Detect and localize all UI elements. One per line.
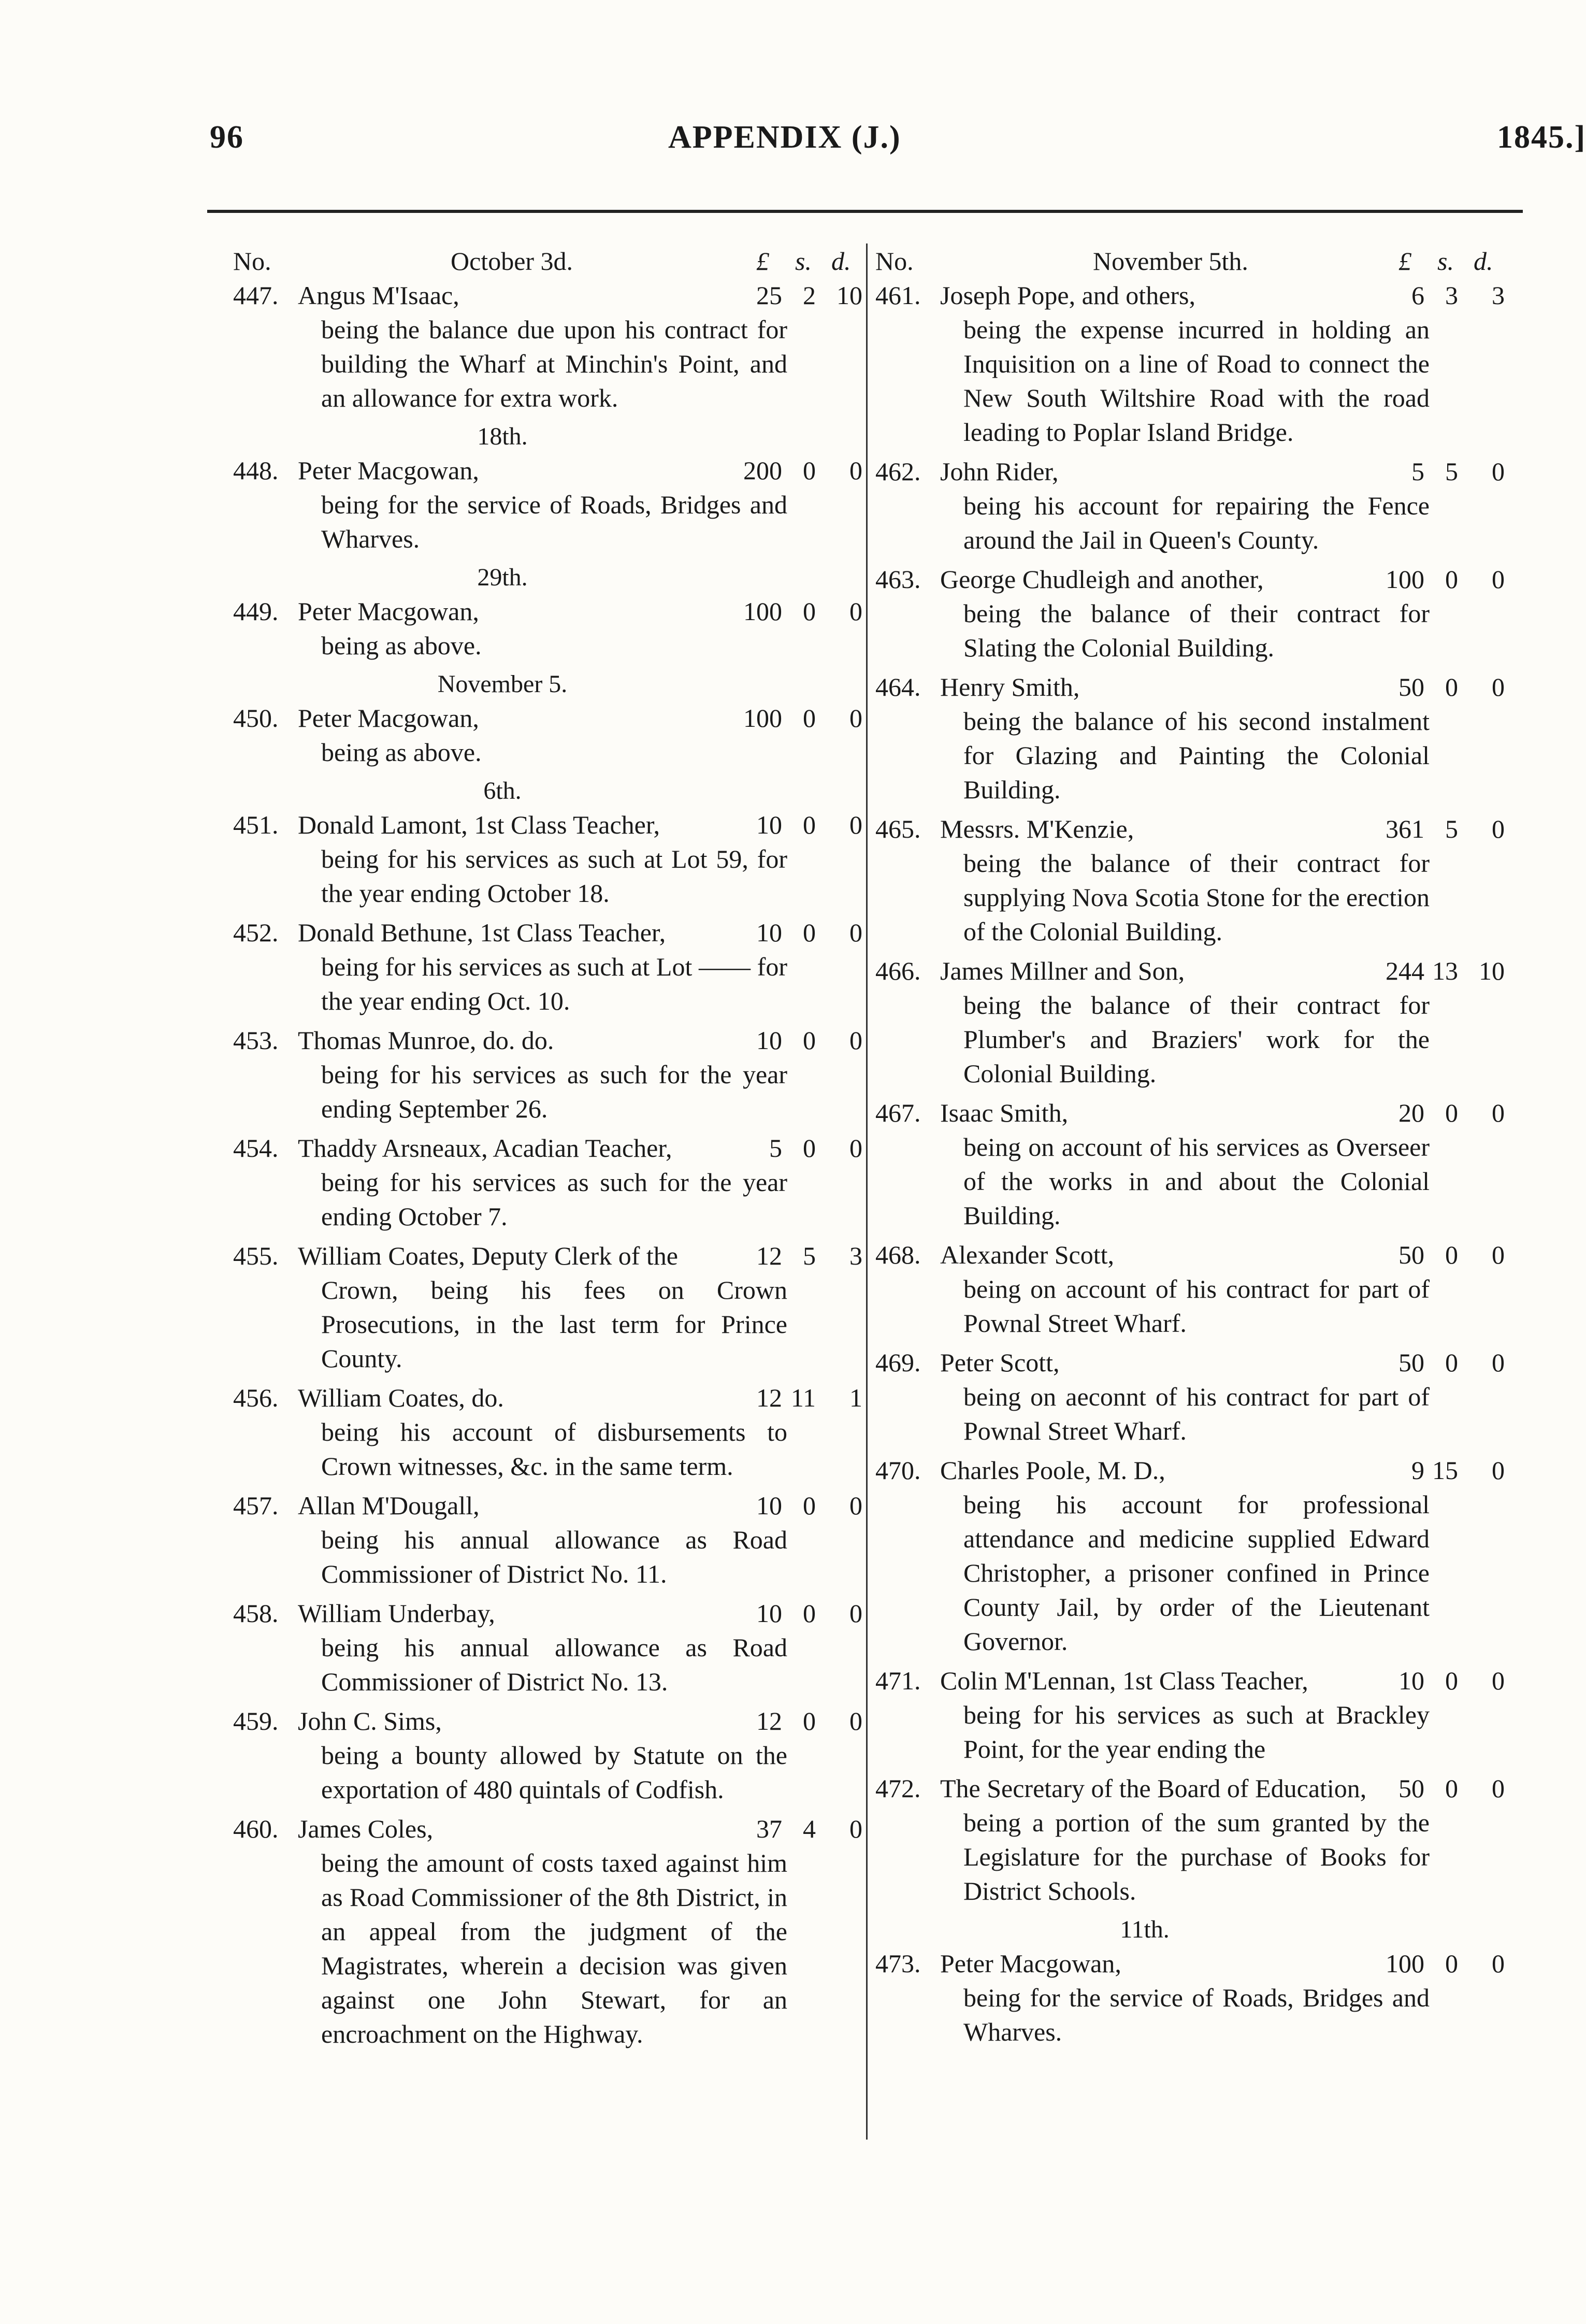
amount-pounds: 100 [1386,565,1424,594]
entry-number: 459. [233,1706,279,1735]
amount-shillings: 0 [1445,672,1458,701]
amount-pounds: 10 [756,1599,782,1628]
date-heading: 18th. [477,423,528,450]
amount-pounds: 12 [756,1383,782,1412]
entry-header [875,278,1518,312]
payee-name: Henry Smith, [940,672,1080,701]
header-no: No. [875,247,914,276]
header-date: October 3d. [451,247,573,276]
amount-pounds: 25 [756,281,782,310]
entry-number: 457. [233,1491,279,1520]
entry-number: 452. [233,918,279,947]
entry [875,670,1518,807]
date-heading: 29th. [477,564,528,591]
amount-pence: 0 [1492,457,1505,486]
payee-name: Messrs. M'Kenzie, [940,814,1134,843]
entry-header [875,1096,1518,1130]
entry-header [875,1345,1518,1380]
entry [875,278,1518,449]
amount-pence: 0 [1492,672,1505,701]
page-title: APPENDIX (J.) [668,120,901,155]
amount-shillings: 0 [1445,1666,1458,1695]
entry [875,454,1518,557]
amount-pence: 0 [1492,1098,1505,1127]
amount-pence: 0 [849,1134,862,1163]
amount-pounds: 100 [743,704,782,733]
payee-name: Donald Bethune, 1st Class Teacher, [298,918,666,947]
date-heading: 11th. [1120,1916,1170,1943]
entry-header [875,1771,1518,1805]
amount-pence: 0 [1492,1774,1505,1803]
entry-header [233,1488,875,1523]
entry-description: being a portion of the sum granted by the Legislature for the purchase of Books for District Schools. [963,1808,1430,1905]
entry-description: being his account for repairing the Fence around the Jail in Queen's County. [963,491,1430,554]
entry-number: 472. [875,1774,921,1803]
header-date: November 5th. [1093,247,1248,276]
date-heading: November 5. [437,670,568,698]
entry-number: 461. [875,281,921,310]
amount-pence: 0 [1492,1240,1505,1269]
payee-name: Colin M'Lennan, 1st Class Teacher, [940,1666,1308,1695]
amount-shillings: 0 [803,810,816,839]
entry [233,915,875,1018]
amount-pounds: 244 [1386,956,1424,985]
entry [233,1381,875,1483]
amount-pounds: 10 [1398,1666,1424,1695]
right-column [875,246,1518,2054]
date-heading: 6th. [483,777,522,805]
amount-pounds: 50 [1398,1774,1424,1803]
entry-description: being as above. [321,738,482,767]
header-pence: d. [831,247,851,276]
payee-name: Peter Macgowan, [940,1949,1121,1978]
entry [875,1345,1518,1448]
amount-shillings: 3 [1445,281,1458,310]
payee-name: Alexander Scott, [940,1240,1115,1269]
entry-description: being on account of his services as Overseer of the works in and about the Colonial Building. [963,1132,1430,1230]
payee-name: Peter Macgowan, [298,704,479,733]
amount-shillings: 15 [1432,1456,1458,1485]
entry-number: 455. [233,1241,279,1270]
entry [233,808,875,910]
amount-pence: 0 [849,1599,862,1628]
entry-description: being his annual allowance as Road Commissioner of District No. 11. [321,1525,787,1588]
entry [875,1771,1518,1908]
amount-pounds: 361 [1386,814,1424,843]
payee-name: William Coates, do. [298,1383,504,1412]
entry-header [233,701,875,735]
entry-number: 468. [875,1240,921,1269]
entry-description: being for his services as such at Lot —— for the year ending Oct. 10. [321,952,787,1015]
payee-name: Joseph Pope, and others, [940,281,1195,310]
amount-shillings: 4 [803,1814,816,1843]
entry-description: being the balance of his second instalment for Glazing and Painting the Colonial Building. [963,707,1430,804]
entry-header [875,1663,1518,1698]
entry [233,453,875,556]
amount-shillings: 0 [803,597,816,626]
amount-pounds: 100 [743,597,782,626]
entry-header [233,278,875,312]
amount-pounds: 100 [1386,1949,1424,1978]
entry-header [875,954,1518,988]
left-column [233,246,875,2056]
amount-pounds: 20 [1398,1098,1424,1127]
entry-header [875,1453,1518,1487]
entry-header [875,812,1518,846]
entry-header [233,594,875,628]
amount-pence: 0 [849,456,862,485]
payee-name: Isaac Smith, [940,1098,1069,1127]
amount-shillings: 0 [1445,565,1458,594]
header-rule [207,210,1523,213]
amount-pounds: 200 [743,456,782,485]
entry-number: 450. [233,704,279,733]
entry-header [875,454,1518,489]
amount-shillings: 0 [803,456,816,485]
payee-name: James Millner and Son, [940,956,1185,985]
payee-name: Allan M'Dougall, [298,1491,480,1520]
header-pence: d. [1474,247,1493,276]
entry-description: being the balance of their contract for supplying Nova Scotia Stone for the erection of the Colonial Building. [963,849,1430,946]
entry-header [233,1704,875,1738]
amount-pence: 10 [1479,956,1505,985]
amount-shillings: 5 [1445,814,1458,843]
payee-name: Thomas Munroe, do. do. [298,1026,554,1055]
column-header [875,246,1518,278]
entry-description: being as above. [321,631,482,660]
payee-name: Donald Lamont, 1st Class Teacher, [298,810,660,839]
payee-name: George Chudleigh and another, [940,565,1264,594]
amount-pence: 0 [849,1814,862,1843]
entry-header [233,1023,875,1057]
amount-pounds: 10 [756,918,782,947]
entry-description: being his account for professional attendance and medicine supplied Edward Christopher, a prisoner confined in Prince County Jail, by order of the Lieutenant Governor. [963,1490,1430,1656]
amount-pounds: 6 [1411,281,1424,310]
entry-header [233,1239,875,1273]
entry [875,954,1518,1091]
entry-number: 471. [875,1666,921,1695]
amount-pence: 0 [849,810,862,839]
entry-header [233,453,875,487]
entry-number: 458. [233,1599,279,1628]
amount-shillings: 0 [1445,1348,1458,1377]
entry-description: being the balance due upon his contract for building the Wharf at Minchin's Point, and an allowance for extra work. [321,315,787,412]
entry-header [875,670,1518,704]
amount-pence: 0 [849,918,862,947]
amount-shillings: 0 [803,1134,816,1163]
entry-number: 448. [233,456,279,485]
entry-header [875,1946,1518,1981]
payee-name: William Underbay, [298,1599,495,1628]
amount-pence: 0 [1492,1666,1505,1695]
amount-pounds: 9 [1411,1456,1424,1485]
payee-name: Charles Poole, M. D., [940,1456,1165,1485]
entry [233,1596,875,1699]
payee-name: John Rider, [940,457,1059,486]
amount-shillings: 11 [790,1383,816,1412]
amount-pence: 0 [849,1491,862,1520]
entry-description: being on account of his contract for part of Pownal Street Wharf. [963,1274,1430,1338]
amount-pence: 0 [849,1026,862,1055]
entry [233,278,875,415]
entry-description: being for his services as such at Lot 59, for the year ending October 18. [321,844,787,908]
entry [233,594,875,663]
header-shillings: s. [795,247,812,276]
entry-number: 462. [875,457,921,486]
amount-shillings: 0 [1445,1098,1458,1127]
entry [875,562,1518,665]
amount-pounds: 50 [1398,1240,1424,1269]
amount-pence: 0 [1492,814,1505,843]
header-pounds: £ [1398,247,1411,276]
entry-description: being the balance of their contract for Slating the Colonial Building. [963,599,1430,662]
entry-description: being for the service of Roads, Bridges and Wharves. [321,490,787,553]
payee-name: Thaddy Arsneaux, Acadian Teacher, [298,1134,672,1163]
payee-name: Peter Macgowan, [298,456,479,485]
entry-number: 460. [233,1814,279,1843]
entry-number: 469. [875,1348,921,1377]
entry-description: being for his services as such for the year ending October 7. [321,1168,787,1231]
entry-description: being the expense incurred in holding an Inquisition on a line of Road to connect the New South Wiltshire Road with the road leading to Poplar Island Bridge. [963,315,1430,447]
entry-description: being for his services as such at Brackley Point, for the year ending the [963,1700,1430,1763]
amount-shillings: 5 [1445,457,1458,486]
amount-shillings: 0 [803,704,816,733]
entry-header [233,1381,875,1415]
entry-header [233,1596,875,1630]
amount-pounds: 50 [1398,1348,1424,1377]
entry [233,1239,875,1375]
entry-description: being a bounty allowed by Statute on the exportation of 480 quintals of Codfish. [321,1741,787,1804]
entry-number: 447. [233,281,279,310]
entry-description: being on aeconnt of his contract for part of Pownal Street Wharf. [963,1382,1430,1445]
entry [875,1096,1518,1232]
amount-shillings: 0 [803,1026,816,1055]
amount-shillings: 5 [803,1241,816,1270]
entry [233,701,875,769]
amount-shillings: 0 [803,918,816,947]
entry-description: being for his services as such for the year ending September 26. [321,1060,787,1123]
amount-pounds: 12 [756,1241,782,1270]
amount-pounds: 10 [756,1026,782,1055]
entry-header [875,562,1518,596]
entry-number: 451. [233,810,279,839]
amount-pounds: 12 [756,1706,782,1735]
entry-number: 453. [233,1026,279,1055]
entry-number: 463. [875,565,921,594]
amount-shillings: 0 [803,1706,816,1735]
payee-name: James Coles, [298,1814,434,1843]
page-header [0,119,1586,166]
amount-pounds: 50 [1398,672,1424,701]
entry-number: 470. [875,1456,921,1485]
entry-number: 466. [875,956,921,985]
entry [233,1812,875,2051]
entry-description: Crown, being his fees on Crown Prosecutions, in the last term for Prince County. [321,1275,787,1373]
amount-pence: 0 [849,704,862,733]
payee-name: John C. Sims, [298,1706,442,1735]
entry [875,1453,1518,1658]
entry [233,1131,875,1233]
amount-pence: 1 [849,1383,862,1412]
page-number: 96 [210,120,244,155]
entry-number: 465. [875,814,921,843]
header-shillings: s. [1437,247,1454,276]
amount-pence: 10 [837,281,862,310]
entry-number: 464. [875,672,921,701]
amount-shillings: 0 [803,1599,816,1628]
entry-number: 454. [233,1134,279,1163]
amount-shillings: 0 [1445,1774,1458,1803]
entry [875,812,1518,949]
entry-description: being his account of disbursements to Crown witnesses, &c. in the same term. [321,1417,787,1481]
entry-number: 473. [875,1949,921,1978]
amount-pence: 0 [849,597,862,626]
entry-header [233,808,875,842]
payee-name: The Secretary of the Board of Education, [940,1774,1367,1803]
entry-description: being the amount of costs taxed against him as Road Commissioner of the 8th District, in an appeal from the judgment of the Magistrates, wherein a decision was given against one John Stewart, for an encroachment on the Highway. [321,1848,787,2048]
entry-header [875,1238,1518,1272]
amount-pounds: 10 [756,810,782,839]
amount-pounds: 5 [1411,457,1424,486]
payee-name: Peter Scott, [940,1348,1060,1377]
amount-pence: 0 [1492,565,1505,594]
amount-pence: 0 [1492,1456,1505,1485]
payee-name: William Coates, Deputy Clerk of the [298,1241,678,1270]
entry [233,1023,875,1126]
entry-number: 467. [875,1098,921,1127]
payee-name: Angus M'Isaac, [298,281,459,310]
entry-header [233,915,875,950]
entry-header [233,1812,875,1846]
entry-description: being the balance of their contract for Plumber's and Braziers' work for the Colonial Building. [963,991,1430,1088]
amount-pounds: 5 [769,1134,782,1163]
amount-pounds: 37 [756,1814,782,1843]
entry [233,1704,875,1806]
entry [875,1946,1518,2049]
entry-number: 449. [233,597,279,626]
amount-shillings: 0 [803,1491,816,1520]
entry-description: being for the service of Roads, Bridges and Wharves. [963,1983,1430,2046]
column-header [233,246,875,278]
amount-pounds: 10 [756,1491,782,1520]
entry [875,1238,1518,1340]
amount-shillings: 0 [1445,1949,1458,1978]
header-pounds: £ [756,247,769,276]
amount-pence: 0 [849,1706,862,1735]
amount-shillings: 13 [1432,956,1458,985]
amount-pence: 0 [1492,1949,1505,1978]
page-year: 1845.] [1497,120,1586,155]
entry-description: being his annual allowance as Road Commissioner of District No. 13. [321,1633,787,1696]
amount-shillings: 0 [1445,1240,1458,1269]
entry-number: 456. [233,1383,279,1412]
amount-pence: 3 [849,1241,862,1270]
entry [233,1488,875,1591]
header-no: No. [233,247,271,276]
amount-pence: 3 [1492,281,1505,310]
amount-shillings: 2 [803,281,816,310]
amount-pence: 0 [1492,1348,1505,1377]
entry [875,1663,1518,1766]
entry-header [233,1131,875,1165]
payee-name: Peter Macgowan, [298,597,479,626]
